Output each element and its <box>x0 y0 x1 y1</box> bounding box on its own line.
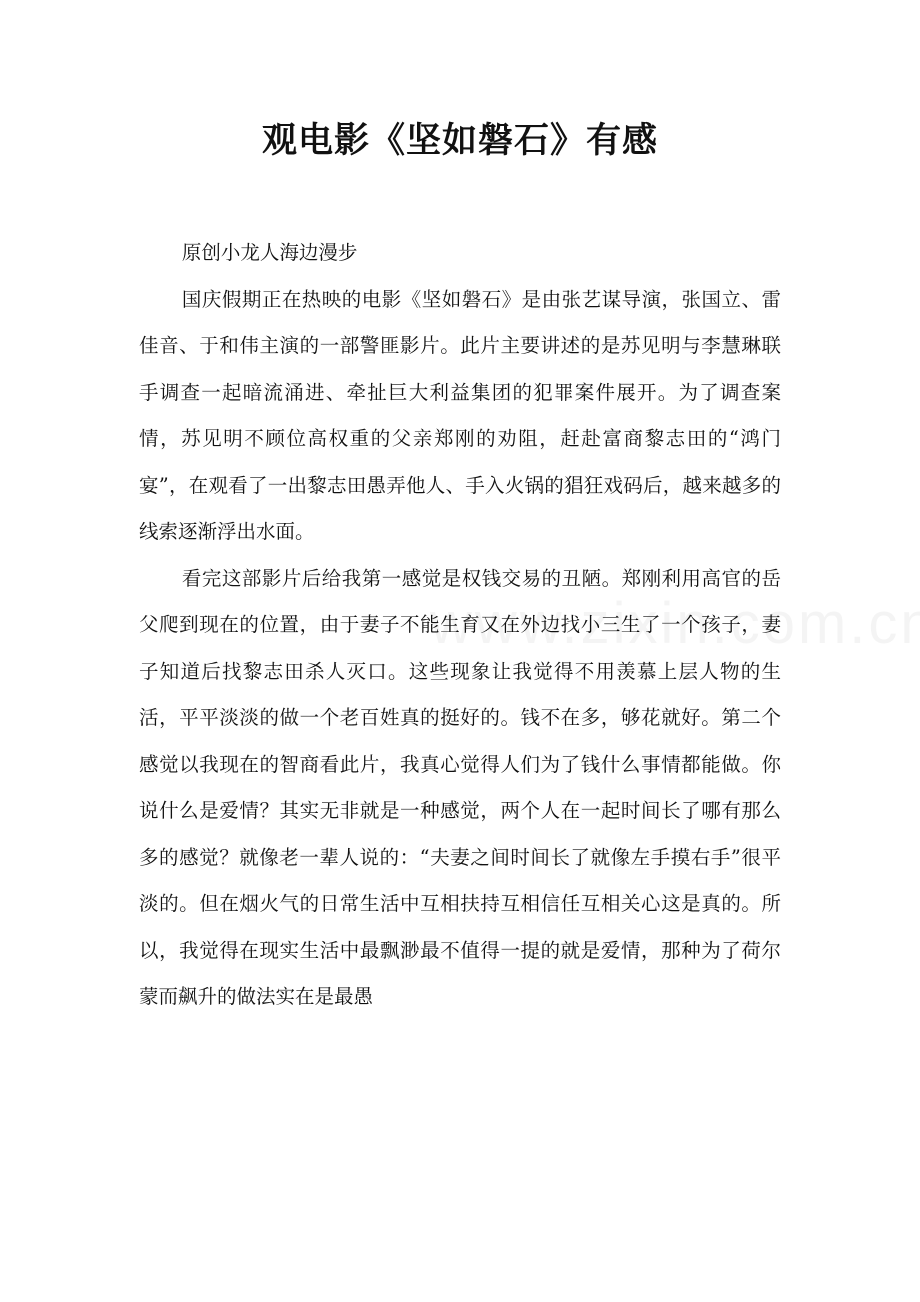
document-body <box>139 230 781 1021</box>
document-title: 观电影《坚如磐石》有感 <box>261 121 658 161</box>
author-line: 原创小龙人海边漫步 <box>181 241 358 264</box>
paragraph-intro: 国庆假期正在热映的电影《坚如磐石》是由张艺谋导演，张国立、雷佳音、于和伟主演的一部警匪影片。此片主要讲述的是苏见明与李慧琳联手调查一起暗流涌进、牵扯巨大利益集团的犯罪案件展开。为了调查案情，苏见明不顾位高权重的父亲郑刚的劝阻，赶赴富商黎志田的“鸿门宴”，在观看了一出黎志田愚弄他人、手入火锅的猖狂戏码后，越来越多的线索逐渐浮出水面。 <box>139 287 781 543</box>
paragraph-impressions: 看完这部影片后给我第一感觉是权钱交易的丑陋。郑刚利用高官的岳父爬到现在的位置，由于妻子不能生育又在外边找小三生了一个孩子，妻子知道后找黎志田杀人灭口。这些现象让我觉得不用羡慕上层人物的生活，平平淡淡的做一个老百姓真的挺好的。钱不在多，够花就好。第二个感觉以我现在的智商看此片，我真心觉得人们为了钱什么事情都能做。你说什么是爱情？其实无非就是一种感觉，两个人在一起时间长了哪有那么多的感觉？就像老一辈人说的：“夫妻之间时间长了就像左手摸右手”很平淡的。但在烟火气的日常生活中互相扶持互相信任互相关心这是真的。所以，我觉得在现实生活中最飘渺最不值得一提的就是爱情，那种为了荷尔蒙而飙升的做法实在是最愚 <box>139 566 781 1008</box>
